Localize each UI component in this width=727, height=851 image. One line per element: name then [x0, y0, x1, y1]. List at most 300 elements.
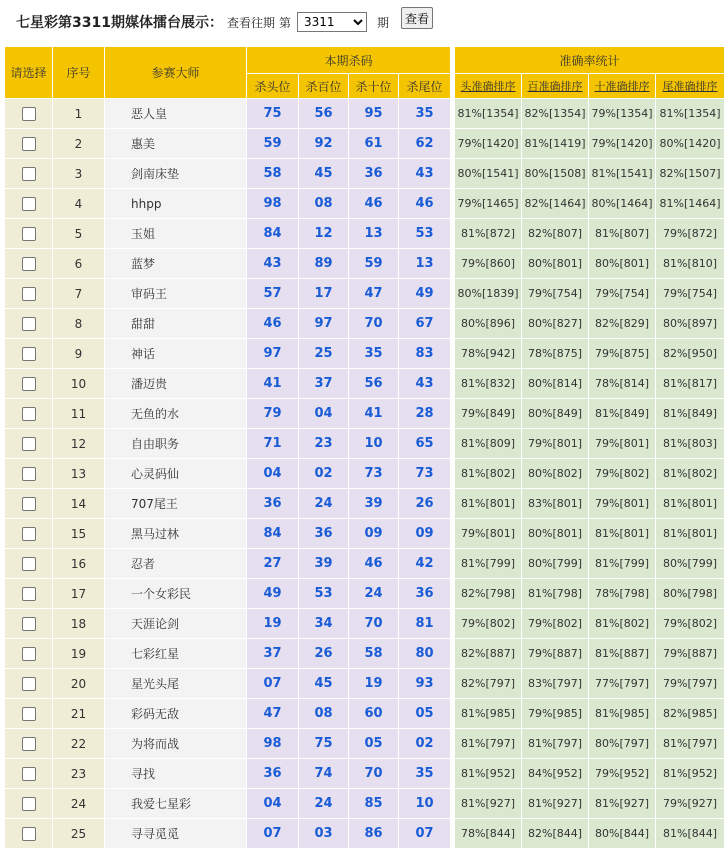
row-accuracy-stat: 79%[754] — [589, 279, 656, 309]
row-kill-number: 71 — [247, 429, 299, 459]
row-kill-number: 07 — [399, 819, 451, 849]
row-index: 20 — [53, 669, 105, 699]
table-row — [5, 249, 725, 279]
row-kill-number: 36 — [247, 489, 299, 519]
row-accuracy-stat: 79%[887] — [522, 639, 589, 669]
table-row — [5, 369, 725, 399]
row-accuracy-stat: 82%[1507] — [656, 159, 725, 189]
row-kill-number: 97 — [299, 309, 349, 339]
row-kill-number: 34 — [299, 609, 349, 639]
row-kill-number: 05 — [349, 729, 399, 759]
col-master-header: 参赛大师 — [105, 47, 247, 99]
row-accuracy-stat: 82%[887] — [455, 639, 522, 669]
row-accuracy-stat: 79%[927] — [656, 789, 725, 819]
row-kill-number: 02 — [399, 729, 451, 759]
table-row — [5, 429, 725, 459]
row-kill-number: 84 — [247, 219, 299, 249]
row-checkbox[interactable] — [22, 197, 36, 211]
row-kill-number: 25 — [299, 339, 349, 369]
row-accuracy-stat: 81%[927] — [589, 789, 656, 819]
table-row — [5, 459, 725, 489]
row-checkbox[interactable] — [22, 827, 36, 841]
row-checkbox[interactable] — [22, 707, 36, 721]
row-accuracy-stat: 81%[927] — [522, 789, 589, 819]
row-accuracy-stat: 80%[799] — [522, 549, 589, 579]
row-kill-number: 98 — [247, 729, 299, 759]
row-kill-number: 04 — [299, 399, 349, 429]
row-accuracy-stat: 81%[802] — [656, 459, 725, 489]
row-kill-number: 58 — [247, 159, 299, 189]
period-suffix: 期 — [377, 15, 390, 30]
row-kill-number: 26 — [299, 639, 349, 669]
row-accuracy-stat: 79%[1420] — [455, 129, 522, 159]
row-checkbox[interactable] — [22, 467, 36, 481]
row-kill-number: 19 — [247, 609, 299, 639]
row-index: 21 — [53, 699, 105, 729]
row-accuracy-stat: 81%[952] — [455, 759, 522, 789]
row-kill-number: 35 — [399, 759, 451, 789]
table-row — [5, 759, 725, 789]
row-kill-number: 03 — [299, 819, 349, 849]
row-kill-number: 08 — [299, 699, 349, 729]
stat-ten-sort[interactable]: 十准确排序 — [589, 74, 656, 99]
row-kill-number: 45 — [299, 159, 349, 189]
row-checkbox[interactable] — [22, 167, 36, 181]
row-accuracy-stat: 80%[1420] — [656, 129, 725, 159]
row-kill-number: 13 — [399, 249, 451, 279]
row-kill-number: 39 — [299, 549, 349, 579]
row-kill-number: 47 — [349, 279, 399, 309]
row-index: 11 — [53, 399, 105, 429]
row-index: 19 — [53, 639, 105, 669]
row-select-cell — [5, 699, 53, 729]
row-accuracy-stat: 81%[802] — [455, 459, 522, 489]
row-accuracy-stat: 79%[801] — [455, 519, 522, 549]
row-master-name: 彩码无敌 — [105, 699, 247, 729]
row-index: 22 — [53, 729, 105, 759]
row-checkbox[interactable] — [22, 227, 36, 241]
row-checkbox[interactable] — [22, 137, 36, 151]
stat-hundred-sort[interactable]: 百准确排序 — [522, 74, 589, 99]
row-accuracy-stat: 81%[797] — [522, 729, 589, 759]
row-kill-number: 49 — [247, 579, 299, 609]
row-accuracy-stat: 80%[802] — [522, 459, 589, 489]
row-kill-number: 46 — [349, 549, 399, 579]
row-accuracy-stat: 79%[1354] — [589, 99, 656, 129]
row-accuracy-stat: 81%[1419] — [522, 129, 589, 159]
row-kill-number: 60 — [349, 699, 399, 729]
row-select-cell — [5, 609, 53, 639]
row-accuracy-stat: 80%[1464] — [589, 189, 656, 219]
row-accuracy-stat: 81%[887] — [589, 639, 656, 669]
row-kill-number: 37 — [247, 639, 299, 669]
row-index: 16 — [53, 549, 105, 579]
row-kill-number: 62 — [399, 129, 451, 159]
row-accuracy-stat: 79%[985] — [522, 699, 589, 729]
table-row — [5, 309, 725, 339]
row-kill-number: 04 — [247, 789, 299, 819]
table-row — [5, 489, 725, 519]
row-master-name: 审码王 — [105, 279, 247, 309]
row-kill-number: 86 — [349, 819, 399, 849]
row-kill-number: 36 — [399, 579, 451, 609]
row-kill-number: 35 — [399, 99, 451, 129]
row-checkbox[interactable] — [22, 497, 36, 511]
row-index: 7 — [53, 279, 105, 309]
row-kill-number: 41 — [247, 369, 299, 399]
row-accuracy-stat: 81%[801] — [589, 519, 656, 549]
row-index: 13 — [53, 459, 105, 489]
table-row — [5, 729, 725, 759]
row-kill-number: 24 — [349, 579, 399, 609]
row-checkbox[interactable] — [22, 557, 36, 571]
row-kill-number: 36 — [247, 759, 299, 789]
group-stats-header: 准确率统计 — [455, 47, 725, 74]
row-kill-number: 43 — [247, 249, 299, 279]
row-kill-number: 97 — [247, 339, 299, 369]
row-select-cell — [5, 399, 53, 429]
stat-tail-sort[interactable]: 尾准确排序 — [656, 74, 725, 99]
table-row — [5, 129, 725, 159]
row-kill-number: 10 — [349, 429, 399, 459]
table-row — [5, 339, 725, 369]
row-kill-number: 61 — [349, 129, 399, 159]
row-select-cell — [5, 669, 53, 699]
row-accuracy-stat: 78%[875] — [522, 339, 589, 369]
row-accuracy-stat: 79%[754] — [522, 279, 589, 309]
group-kill-header: 本期杀码 — [247, 47, 451, 74]
row-index: 5 — [53, 219, 105, 249]
row-master-name: 玉姐 — [105, 219, 247, 249]
row-select-cell — [5, 579, 53, 609]
row-accuracy-stat: 80%[801] — [589, 249, 656, 279]
row-master-name: 寻寻觅觅 — [105, 819, 247, 849]
row-kill-number: 43 — [399, 369, 451, 399]
kill-head-header: 杀头位 — [247, 74, 299, 99]
row-index: 2 — [53, 129, 105, 159]
row-kill-number: 24 — [299, 789, 349, 819]
row-index: 4 — [53, 189, 105, 219]
row-checkbox[interactable] — [22, 347, 36, 361]
row-accuracy-stat: 82%[797] — [455, 669, 522, 699]
row-checkbox[interactable] — [22, 617, 36, 631]
row-accuracy-stat: 82%[829] — [589, 309, 656, 339]
row-select-cell — [5, 249, 53, 279]
row-select-cell — [5, 519, 53, 549]
row-kill-number: 98 — [247, 189, 299, 219]
row-kill-number: 47 — [247, 699, 299, 729]
row-kill-number: 24 — [299, 489, 349, 519]
row-checkbox[interactable] — [22, 587, 36, 601]
row-select-cell — [5, 789, 53, 819]
row-select-cell — [5, 429, 53, 459]
row-select-cell — [5, 129, 53, 159]
row-checkbox[interactable] — [22, 377, 36, 391]
row-accuracy-stat: 79%[952] — [589, 759, 656, 789]
row-kill-number: 84 — [247, 519, 299, 549]
row-accuracy-stat: 80%[1541] — [455, 159, 522, 189]
row-master-name: 寻找 — [105, 759, 247, 789]
row-checkbox[interactable] — [22, 797, 36, 811]
row-accuracy-stat: 79%[872] — [656, 219, 725, 249]
period-prefix: 第 — [278, 15, 291, 30]
col-select-header: 请选择 — [5, 47, 53, 99]
row-accuracy-stat: 79%[802] — [455, 609, 522, 639]
row-kill-number: 56 — [349, 369, 399, 399]
row-kill-number: 59 — [247, 129, 299, 159]
row-kill-number: 83 — [399, 339, 451, 369]
row-accuracy-stat: 84%[952] — [522, 759, 589, 789]
row-select-cell — [5, 489, 53, 519]
row-master-name: 七彩红星 — [105, 639, 247, 669]
row-kill-number: 12 — [299, 219, 349, 249]
row-accuracy-stat: 80%[897] — [656, 309, 725, 339]
table-row — [5, 279, 725, 309]
row-kill-number: 56 — [299, 99, 349, 129]
row-kill-number: 28 — [399, 399, 451, 429]
row-kill-number: 36 — [349, 159, 399, 189]
row-accuracy-stat: 80%[849] — [522, 399, 589, 429]
row-index: 8 — [53, 309, 105, 339]
row-accuracy-stat: 81%[849] — [656, 399, 725, 429]
row-index: 18 — [53, 609, 105, 639]
row-kill-number: 81 — [399, 609, 451, 639]
row-accuracy-stat: 79%[1420] — [589, 129, 656, 159]
row-accuracy-stat: 79%[801] — [589, 489, 656, 519]
row-kill-number: 75 — [299, 729, 349, 759]
table-body — [5, 99, 725, 849]
row-kill-number: 46 — [349, 189, 399, 219]
row-accuracy-stat: 78%[814] — [589, 369, 656, 399]
row-kill-number: 79 — [247, 399, 299, 429]
row-accuracy-stat: 81%[985] — [589, 699, 656, 729]
row-accuracy-stat: 80%[798] — [656, 579, 725, 609]
row-kill-number: 57 — [247, 279, 299, 309]
row-kill-number: 58 — [349, 639, 399, 669]
row-accuracy-stat: 81%[1541] — [589, 159, 656, 189]
stat-head-sort[interactable]: 头准确排序 — [455, 74, 522, 99]
row-kill-number: 36 — [299, 519, 349, 549]
row-master-name: 剑南床垫 — [105, 159, 247, 189]
row-accuracy-stat: 80%[1839] — [455, 279, 522, 309]
row-master-name: 星光头尾 — [105, 669, 247, 699]
row-kill-number: 73 — [399, 459, 451, 489]
row-kill-number: 67 — [399, 309, 451, 339]
row-kill-number: 46 — [399, 189, 451, 219]
row-kill-number: 10 — [399, 789, 451, 819]
row-master-name: 无鱼的水 — [105, 399, 247, 429]
row-accuracy-stat: 81%[1354] — [455, 99, 522, 129]
table-row — [5, 789, 725, 819]
kill-hundred-header: 杀百位 — [299, 74, 349, 99]
row-accuracy-stat: 78%[798] — [589, 579, 656, 609]
row-accuracy-stat: 81%[832] — [455, 369, 522, 399]
row-index: 3 — [53, 159, 105, 189]
row-accuracy-stat: 81%[797] — [455, 729, 522, 759]
view-button[interactable]: 查看 — [401, 7, 433, 29]
row-checkbox[interactable] — [22, 317, 36, 331]
row-accuracy-stat: 80%[801] — [522, 519, 589, 549]
row-select-cell — [5, 219, 53, 249]
row-master-name: 我爱七星彩 — [105, 789, 247, 819]
row-checkbox[interactable] — [22, 737, 36, 751]
row-accuracy-stat: 81%[844] — [656, 819, 725, 849]
row-index: 6 — [53, 249, 105, 279]
row-kill-number: 27 — [247, 549, 299, 579]
row-kill-number: 53 — [399, 219, 451, 249]
row-checkbox[interactable] — [22, 767, 36, 781]
row-accuracy-stat: 80%[827] — [522, 309, 589, 339]
row-accuracy-stat: 80%[844] — [589, 819, 656, 849]
row-select-cell — [5, 189, 53, 219]
row-accuracy-stat: 77%[797] — [589, 669, 656, 699]
table-row — [5, 519, 725, 549]
row-kill-number: 70 — [349, 609, 399, 639]
row-kill-number: 70 — [349, 309, 399, 339]
row-accuracy-stat: 80%[797] — [589, 729, 656, 759]
row-select-cell — [5, 549, 53, 579]
row-kill-number: 26 — [399, 489, 451, 519]
row-kill-number: 80 — [399, 639, 451, 669]
row-checkbox[interactable] — [22, 407, 36, 421]
kill-ten-header: 杀十位 — [349, 74, 399, 99]
row-kill-number: 53 — [299, 579, 349, 609]
row-kill-number: 41 — [349, 399, 399, 429]
row-master-name: 自由职务 — [105, 429, 247, 459]
row-select-cell — [5, 369, 53, 399]
row-index: 12 — [53, 429, 105, 459]
row-accuracy-stat: 81%[801] — [656, 519, 725, 549]
row-accuracy-stat: 81%[801] — [455, 489, 522, 519]
row-accuracy-stat: 79%[801] — [589, 429, 656, 459]
row-accuracy-stat: 81%[872] — [455, 219, 522, 249]
row-accuracy-stat: 79%[797] — [656, 669, 725, 699]
row-accuracy-stat: 81%[798] — [522, 579, 589, 609]
row-select-cell — [5, 99, 53, 129]
row-accuracy-stat: 79%[875] — [589, 339, 656, 369]
row-checkbox[interactable] — [22, 677, 36, 691]
table-row — [5, 219, 725, 249]
row-accuracy-stat: 81%[849] — [589, 399, 656, 429]
row-select-cell — [5, 339, 53, 369]
row-kill-number: 65 — [399, 429, 451, 459]
row-kill-number: 07 — [247, 669, 299, 699]
period-select[interactable] — [297, 12, 367, 32]
row-master-name: 潘迈贵 — [105, 369, 247, 399]
row-accuracy-stat: 83%[801] — [522, 489, 589, 519]
kill-tail-header: 杀尾位 — [399, 74, 451, 99]
row-kill-number: 49 — [399, 279, 451, 309]
row-kill-number: 74 — [299, 759, 349, 789]
row-checkbox[interactable] — [22, 287, 36, 301]
top-bar — [0, 0, 727, 44]
history-label: 查看往期 — [226, 15, 275, 30]
row-checkbox[interactable] — [22, 257, 36, 271]
table-row — [5, 399, 725, 429]
row-accuracy-stat: 81%[985] — [455, 699, 522, 729]
row-select-cell — [5, 819, 53, 849]
table-row — [5, 549, 725, 579]
row-select-cell — [5, 309, 53, 339]
row-accuracy-stat: 81%[1464] — [656, 189, 725, 219]
row-kill-number: 95 — [349, 99, 399, 129]
row-kill-number: 04 — [247, 459, 299, 489]
row-accuracy-stat: 79%[802] — [656, 609, 725, 639]
row-kill-number: 08 — [299, 189, 349, 219]
row-kill-number: 45 — [299, 669, 349, 699]
table-row — [5, 699, 725, 729]
row-master-name: 一个女彩民 — [105, 579, 247, 609]
row-accuracy-stat: 82%[807] — [522, 219, 589, 249]
row-accuracy-stat: 81%[799] — [455, 549, 522, 579]
row-index: 10 — [53, 369, 105, 399]
row-accuracy-stat: 79%[802] — [522, 609, 589, 639]
row-kill-number: 09 — [399, 519, 451, 549]
row-checkbox[interactable] — [22, 647, 36, 661]
row-kill-number: 37 — [299, 369, 349, 399]
row-kill-number: 39 — [349, 489, 399, 519]
row-accuracy-stat: 80%[1508] — [522, 159, 589, 189]
row-kill-number: 75 — [247, 99, 299, 129]
row-index: 14 — [53, 489, 105, 519]
row-accuracy-stat: 78%[844] — [455, 819, 522, 849]
row-accuracy-stat: 81%[927] — [455, 789, 522, 819]
row-checkbox[interactable] — [22, 437, 36, 451]
row-master-name: hhpp — [105, 189, 247, 219]
row-index: 25 — [53, 819, 105, 849]
row-accuracy-stat: 81%[1354] — [656, 99, 725, 129]
row-kill-number: 92 — [299, 129, 349, 159]
row-accuracy-stat: 79%[860] — [455, 249, 522, 279]
col-index-header: 序号 — [53, 47, 105, 99]
table-row — [5, 189, 725, 219]
row-accuracy-stat: 82%[950] — [656, 339, 725, 369]
row-checkbox[interactable] — [22, 527, 36, 541]
page-title: 七星彩第3311期媒体擂台展示： — [16, 15, 223, 31]
row-checkbox[interactable] — [22, 107, 36, 121]
row-accuracy-stat: 82%[1464] — [522, 189, 589, 219]
row-accuracy-stat: 80%[814] — [522, 369, 589, 399]
row-accuracy-stat: 81%[810] — [656, 249, 725, 279]
row-accuracy-stat: 83%[797] — [522, 669, 589, 699]
row-master-name: 707尾王 — [105, 489, 247, 519]
row-accuracy-stat: 78%[942] — [455, 339, 522, 369]
row-master-name: 蓝梦 — [105, 249, 247, 279]
row-accuracy-stat: 81%[952] — [656, 759, 725, 789]
results-table — [4, 46, 725, 849]
row-accuracy-stat: 81%[799] — [589, 549, 656, 579]
table-row — [5, 159, 725, 189]
row-accuracy-stat: 80%[896] — [455, 309, 522, 339]
row-accuracy-stat: 80%[799] — [656, 549, 725, 579]
row-index: 24 — [53, 789, 105, 819]
row-accuracy-stat: 80%[801] — [522, 249, 589, 279]
row-accuracy-stat: 82%[985] — [656, 699, 725, 729]
row-accuracy-stat: 81%[803] — [656, 429, 725, 459]
row-kill-number: 93 — [399, 669, 451, 699]
row-master-name: 为将而战 — [105, 729, 247, 759]
table-row — [5, 669, 725, 699]
row-accuracy-stat: 81%[801] — [656, 489, 725, 519]
row-index: 1 — [53, 99, 105, 129]
row-master-name: 忍者 — [105, 549, 247, 579]
row-select-cell — [5, 729, 53, 759]
row-index: 23 — [53, 759, 105, 789]
row-master-name: 甜甜 — [105, 309, 247, 339]
row-accuracy-stat: 81%[802] — [589, 609, 656, 639]
row-master-name: 神话 — [105, 339, 247, 369]
row-kill-number: 19 — [349, 669, 399, 699]
